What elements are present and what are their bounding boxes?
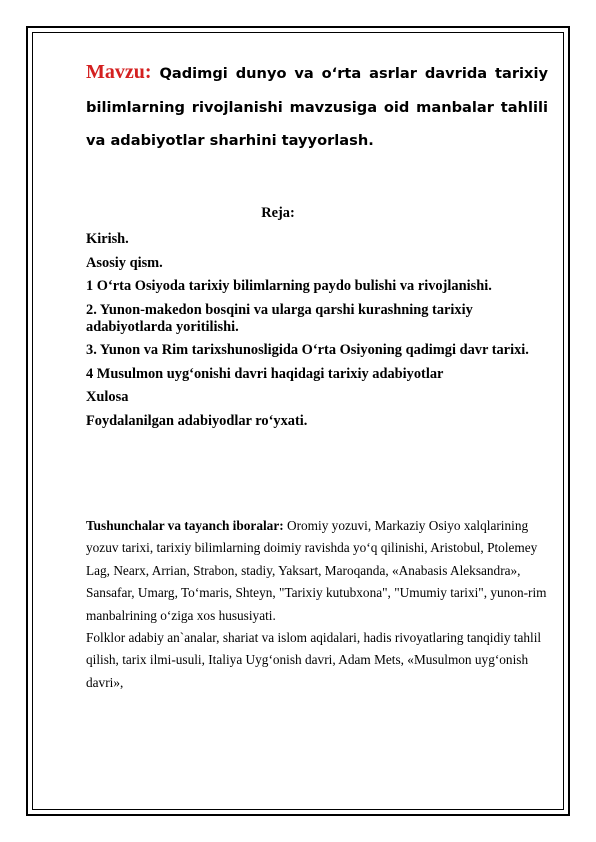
plan-item-main-part: Asosiy qism. bbox=[86, 254, 163, 271]
topic-title bbox=[86, 56, 548, 158]
plan-heading: Reja: bbox=[261, 205, 295, 221]
plan-item-references: Foydalanilgan adabiyodlar ro‘yxati. bbox=[86, 412, 308, 429]
plan-item-4: 4 Musulmon uyg‘onishi davri haqidagi tarixiy adabiyotlar bbox=[86, 365, 444, 382]
key-terms-text: Oromiy yozuvi, Markaziy Osiyo xalqlarining yozuv tarixi, tarixiy bilimlarning doimiy ravishda yo‘q qilinishi, Aristobul, Ptolemey Lag, Nearx, Arrian, Strabon, stadiy, Yaksart, Maroqanda, «Anabasis Aleksandra», Sansafar, Umarg, To‘maris, Shteyn, "Tarixiy kutubxona", "Umumiy tarixi", yunon-rim manbalrining o‘ziga xos hususiyati. bbox=[86, 518, 547, 623]
plan-item-conclusion: Xulosa bbox=[86, 389, 129, 405]
key-terms-continuation: Folklor adabiy an`analar, shariat va islom aqidalari, hadis rivoyatlaring tanqidiy tahlil qilish, tarix ilmi-usuli, Italiya Uyg‘onish davri, Adam Mets, «Musulmon uyg‘onish davri», bbox=[86, 630, 542, 690]
key-terms-paragraph bbox=[86, 515, 548, 627]
plan-item-2: 2. Yunon-makedon bosqini va ularga qarshi kurashning tarixiy adabiyotlarda yoritilishi. bbox=[86, 301, 473, 335]
plan-item-introduction: Kirish. bbox=[86, 231, 129, 247]
topic-text: Qadimgi dunyo va o‘rta asrlar davrida tarixiy bilimlarning rivojlanishi mavzusiga oid manbalar tahlili va adabiyotlar sharhini tayyorlash. bbox=[86, 65, 548, 149]
key-terms-section bbox=[86, 515, 548, 694]
plan-item-1: 1 O‘rta Osiyoda tarixiy bilimlarning paydo bulishi va rivojlanishi. bbox=[86, 278, 492, 294]
key-terms-label: Tushunchalar va tayanch iboralar: bbox=[86, 518, 284, 533]
topic-label: Mavzu: bbox=[86, 61, 152, 83]
plan-list bbox=[86, 231, 548, 436]
plan-item-3: 3. Yunon va Rim tarixshunosligida O‘rta Osiyoning qadimgi davr tarixi. bbox=[86, 342, 529, 358]
